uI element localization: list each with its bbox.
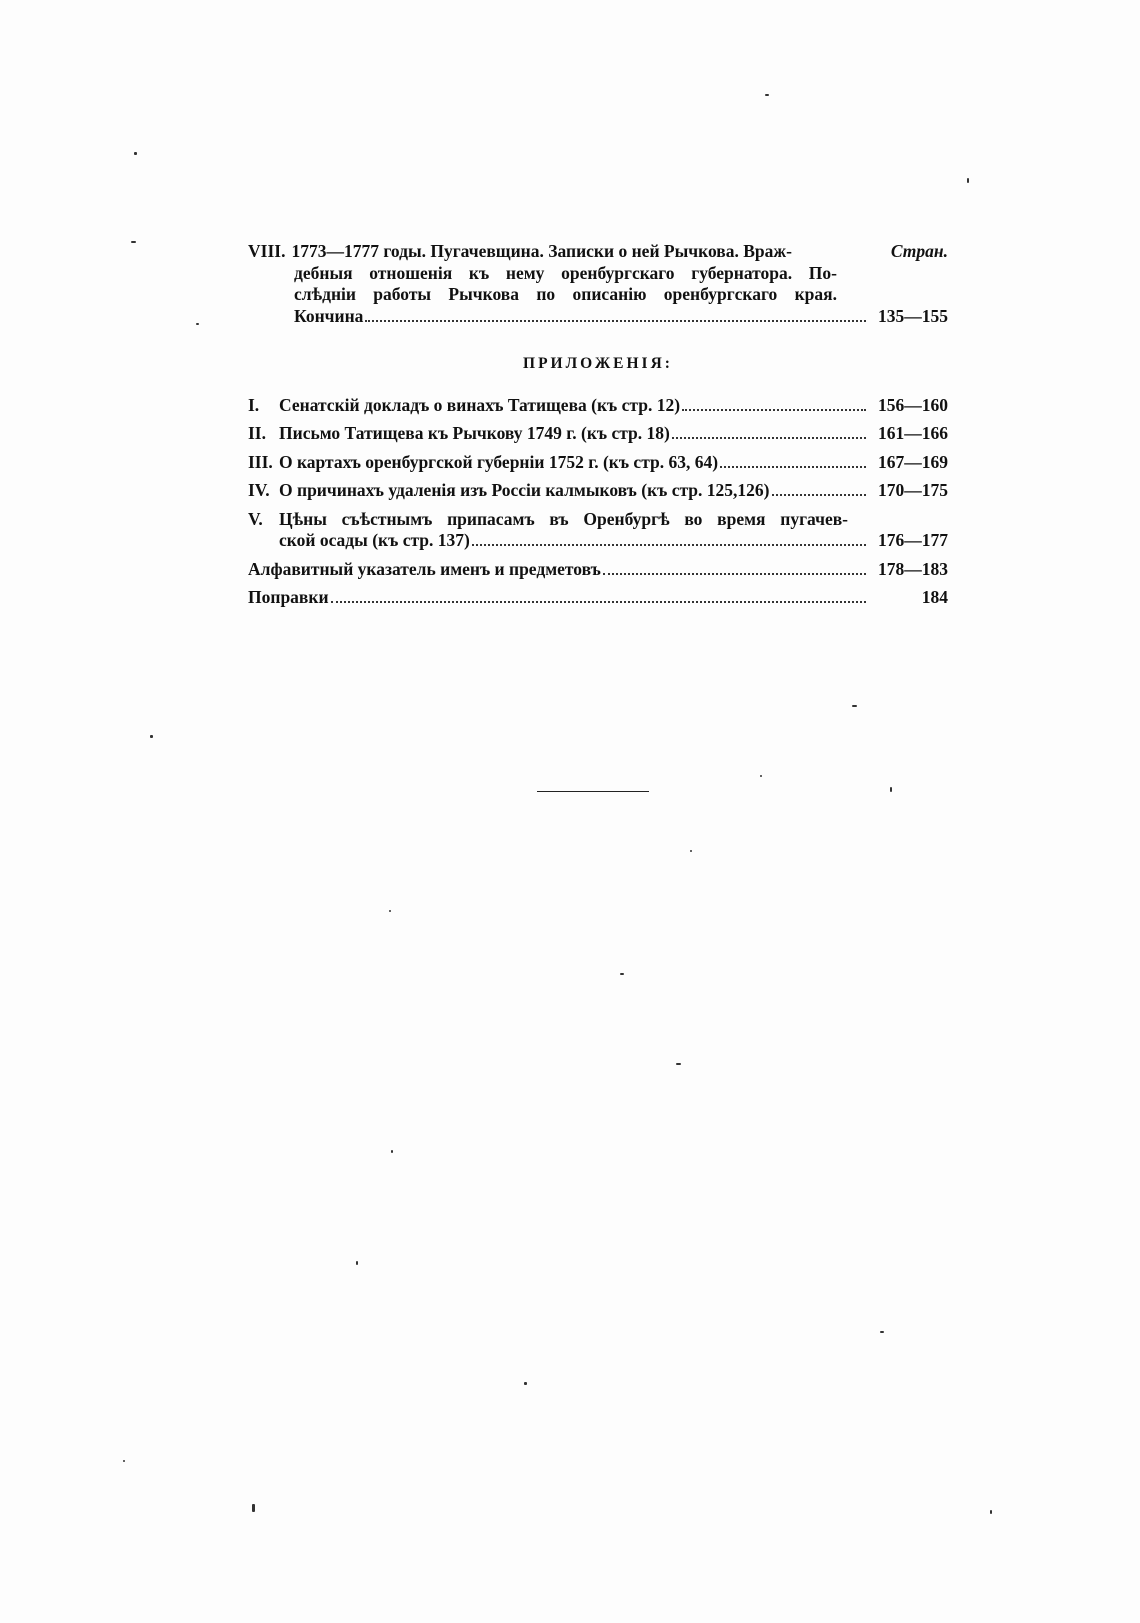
scan-speck — [852, 705, 857, 707]
appendix-iv-text: О причинахъ удаленія изъ Россіи калмыковъ (къ стр. 125,126) — [279, 480, 770, 500]
toc-entry-appendix-iv — [248, 480, 948, 502]
scan-speck — [196, 323, 199, 325]
dot-leader — [331, 600, 866, 603]
corrections-line — [248, 587, 948, 609]
chapter-viii-line3: слѣдніи работы Рычкова по описанію оренбургскаго края. — [294, 284, 837, 304]
chapter-viii-continuation — [248, 263, 837, 306]
appendix-i-pages: 156—160 — [878, 394, 948, 415]
toc-entry-chapter-viii — [248, 241, 948, 327]
index-line — [248, 559, 948, 581]
chapter-viii-last-line — [248, 306, 948, 328]
appendix-v-second-line — [248, 530, 948, 552]
corrections-text: Поправки — [248, 587, 329, 607]
appendix-v-first-line — [248, 509, 948, 531]
chapter-viii-line1-wrap — [248, 241, 792, 263]
scan-speck — [356, 1261, 358, 1265]
scan-speck — [389, 910, 391, 912]
appendix-number: I. — [248, 394, 260, 415]
scan-speck — [134, 152, 137, 155]
appendix-iii-text: О картахъ оренбургской губерніи 1752 г. (къ стр. 63, 64) — [279, 451, 719, 472]
toc-entry-index — [248, 559, 948, 581]
dot-leader — [720, 465, 866, 468]
dot-leader — [365, 319, 866, 322]
appendix-ii-line — [248, 423, 948, 445]
scan-speck — [676, 1063, 681, 1065]
chapter-viii-line1: 1773—1777 годы. Пугачевщина. Записки о ней Рычкова. Враж- — [291, 241, 792, 261]
toc-entry-appendix-i — [248, 395, 948, 417]
appendix-i-text: Сенатскій докладъ о винахъ Татищева (къ стр. 12) — [279, 394, 681, 415]
chapter-viii-line2: дебныя отношенія къ нему оренбургскаго губернатора. По- — [294, 262, 837, 283]
scan-speck — [967, 178, 969, 183]
closing-rule — [537, 791, 649, 792]
pages-column-label: Стран. — [890, 241, 948, 261]
toc-entry-corrections — [248, 587, 948, 609]
chapter-viii-pages: 135—155 — [878, 305, 948, 326]
chapter-viii-body — [248, 241, 948, 327]
scan-speck — [690, 850, 692, 852]
scan-speck — [252, 1504, 255, 1512]
appendix-iv-pages: 170—175 — [878, 480, 948, 500]
scan-speck — [880, 1331, 884, 1333]
appendix-number: IV. — [248, 480, 270, 500]
dot-leader — [672, 436, 866, 439]
chapter-viii-line4: Кончина — [294, 305, 364, 326]
toc-entry-appendix-iii — [248, 452, 948, 474]
scan-speck — [524, 1382, 527, 1385]
scan-speck — [131, 241, 136, 243]
index-text: Алфавитный указатель именъ и предметовъ — [248, 558, 601, 579]
appendix-ii-text: Письмо Татищева къ Рычкову 1749 г. (къ стр. 18) — [279, 423, 670, 443]
chapter-viii-first-line — [248, 241, 948, 263]
dot-leader — [472, 543, 866, 546]
appendix-number: V. — [248, 508, 263, 529]
appendix-v-pages: 176—177 — [878, 530, 948, 550]
appendices-heading: ПРИЛОЖЕНІЯ: — [523, 355, 673, 372]
scan-speck — [150, 735, 153, 738]
dot-leader — [603, 572, 866, 575]
corrections-pages: 184 — [921, 587, 948, 607]
index-pages: 178—183 — [878, 558, 948, 579]
scan-speck — [765, 94, 769, 96]
scan-speck — [990, 1510, 992, 1514]
appendix-number: III. — [248, 451, 273, 472]
scan-speck — [760, 775, 762, 777]
appendix-iii-pages: 167—169 — [878, 451, 948, 472]
scan-speck — [620, 973, 624, 975]
appendix-v-text-line2: ской осады (къ стр. 137) — [279, 530, 470, 550]
appendix-iv-line — [248, 480, 948, 502]
scan-speck — [391, 1150, 393, 1153]
dot-leader — [772, 493, 867, 496]
dot-leader — [682, 408, 866, 411]
appendix-i-line — [248, 395, 948, 417]
appendix-ii-pages: 161—166 — [878, 423, 948, 443]
scan-speck — [123, 1460, 125, 1462]
scan-speck — [890, 787, 892, 792]
appendix-iii-line — [248, 452, 948, 474]
toc-entry-appendix-ii — [248, 423, 948, 445]
table-of-contents — [248, 241, 948, 616]
appendix-number: II. — [248, 423, 266, 443]
chapter-number: VIII. — [248, 241, 286, 261]
toc-entry-appendix-v — [248, 509, 948, 552]
appendix-v-text-line1: Цѣны съѣстнымъ припасамъ въ Оренбургѣ во время пугачев- — [279, 508, 848, 529]
